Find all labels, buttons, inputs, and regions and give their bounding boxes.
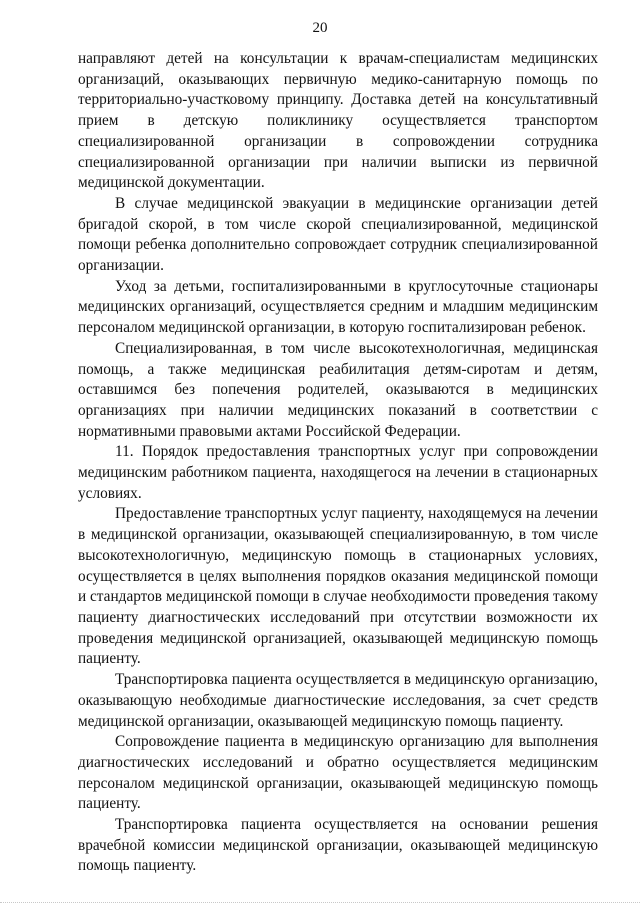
page-number: 20 [312, 20, 328, 36]
page-bottom-edge [0, 902, 640, 903]
document-body [78, 49, 598, 877]
paragraph-continuation: направляют детей на консультации к врачам-специалистам медицинских организаций, оказывающих первичную медико-санитарную помощь по территориально-участковому принципу. Доставка детей на консультативный прием в детскую поликлинику осуществляется транспортом специализированной организации в сопровождении сотрудника специализированной организации при наличии выписки из первичной медицинской документации. [78, 50, 598, 192]
paragraph-medical-evacuation: В случае медицинской эвакуации в медицинские организации детей бригадой скорой, в том числе скорой специализированной, медицинской помощи ребенка дополнительно сопровождает сотрудник специализированной организации. [78, 194, 598, 275]
paragraph-transportation-funding: Транспортировка пациента осуществляется в медицинскую организацию, оказывающую необходимые диагностические исследования, за счет средств медицинской организации, оказывающей медицинскую помощь пациенту. [78, 671, 598, 730]
paragraph-child-care: Уход за детьми, госпитализированными в круглосуточные стационары медицинских организаций, осуществляется средним и младшим медицинским персоналом медицинской организации, в которую госпитализирован ребенок. [78, 277, 598, 337]
paragraph-specialized-care: Специализированная, в том числе высокотехнологичная, медицинская помощь, а также медицинская реабилитация детям-сиротам и детям, оставшимся без попечения родителей, оказываются в медицинских организациях при наличии медицинских показаний в соответствии с нормативными правовыми актами Российской Федерации. [78, 339, 598, 440]
paragraph-commission-decision: Транспортировка пациента осуществляется на основании решения врачебной комиссии медицинской организации, оказывающей медицинскую помощь пациенту. [78, 816, 598, 875]
paragraph-patient-escort: Сопровождение пациента в медицинскую организацию для выполнения диагностических исследований и обратно осуществляется медицинским персоналом медицинской организации, оказывающей медицинскую помощь пациенту. [78, 733, 598, 813]
section-11-heading: 11. Порядок предоставления транспортных услуг при сопровождении медицинским работником пациента, находящегося на лечении в стационарных условиях. [78, 443, 598, 502]
paragraph-transport-services: Предоставление транспортных услуг пациенту, находящемуся на лечении в медицинской организации, оказывающей специализированную, в том числе высокотехнологичную, медицинскую помощь в стационарных условиях, осуществляется в целях выполнения порядков оказания медицинской помощи и стандартов медицинской помощи в случае необходимости проведения такому пациенту диагностических исследований при отсутствии возможности их проведения медицинской организацией, оказывающей медицинскую помощь пациенту. [78, 505, 598, 668]
